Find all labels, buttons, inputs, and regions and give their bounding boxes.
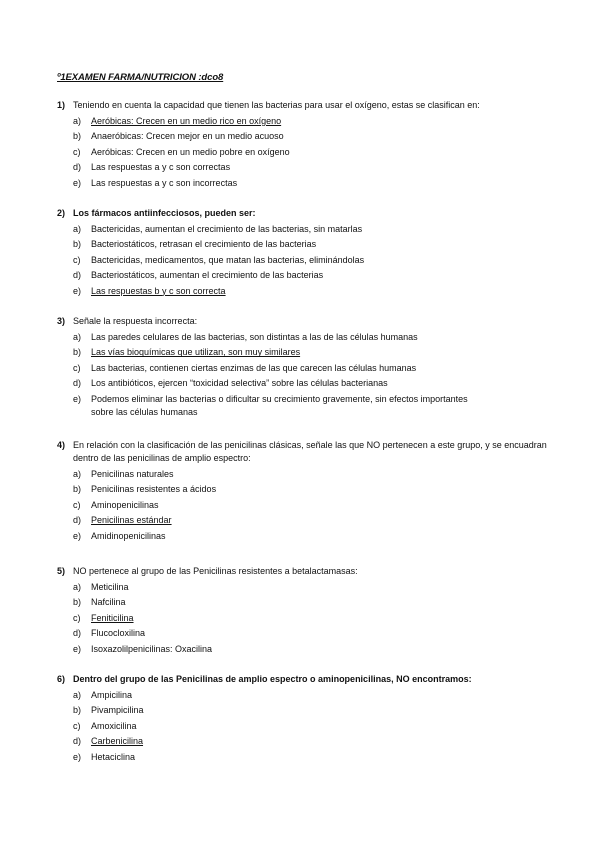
option-c: c) Aminopenicilinas <box>73 499 557 512</box>
option-text: Amidinopenicilinas <box>91 530 166 541</box>
question-5 <box>57 565 557 658</box>
question-1 <box>57 99 557 192</box>
option-b: b) Anaeróbicas: Crecen mejor en un medio acuoso <box>73 130 557 143</box>
option-e: e) Podemos eliminar las bacterias o dificultar su crecimiento gravemente, sin efectos importantes sobre las células humanas <box>73 393 473 419</box>
option-a: a) Ampicilina <box>73 689 557 702</box>
option-a: a) Aeróbicas: Crecen en un medio rico en oxígeno <box>73 115 557 128</box>
question-4 <box>57 439 557 545</box>
option-text: Carbenicilina <box>91 736 144 747</box>
option-text: Los antibióticos, ejercen “toxicidad selectiva” sobre las células bacterianas <box>91 378 388 389</box>
question-2 <box>57 207 557 300</box>
option-text: Bacteriostáticos, aumentan el crecimiento de las bacterias <box>91 270 324 281</box>
option-text: Isoxazolilpenicilinas: Oxacilina <box>91 643 213 654</box>
option-b: b) Bacteriostáticos, retrasan el crecimiento de las bacterias <box>73 238 557 251</box>
question-text: Teniendo en cuenta la capacidad que tienen las bacterias para usar el oxígeno, estas se clasifican en: <box>73 100 480 110</box>
option-text: Meticilina <box>91 582 129 592</box>
option-text: Hetaciclina <box>91 751 136 762</box>
question-text: Los fármacos antiinfecciosos, pueden ser: <box>73 208 256 218</box>
option-text: Bacteriostáticos, retrasan el crecimiento de las bacterias <box>91 239 317 250</box>
option-a: a) Meticilina <box>73 581 557 594</box>
option-c: c) Aeróbicas: Crecen en un medio pobre en oxígeno <box>73 146 557 159</box>
question-number: 2) <box>57 208 66 218</box>
option-d: d) Bacteriostáticos, aumentan el crecimiento de las bacterias <box>73 269 557 282</box>
option-a: a) Bactericidas, aumentan el crecimiento de las bacterias, sin matarlas <box>73 223 557 236</box>
option-e: e) Las respuestas a y c son incorrectas <box>73 177 557 190</box>
option-d: d) Penicilinas estándar <box>73 514 557 527</box>
question-text: Señale la respuesta incorrecta: <box>73 316 198 326</box>
question-number: 6) <box>57 674 66 684</box>
option-d: d) Los antibióticos, ejercen “toxicidad selectiva” sobre las células bacterianas <box>73 377 557 390</box>
question-6 <box>57 673 557 766</box>
option-e: e) Hetaciclina <box>73 751 557 764</box>
option-text: Flucocloxilina <box>91 628 146 639</box>
option-b: b) Las vías bioquímicas que utilizan, son muy similares <box>73 346 557 359</box>
option-text: Nafcilina <box>91 597 126 608</box>
option-d: d) Las respuestas a y c son correctas <box>73 161 557 174</box>
question-number: 1) <box>57 100 66 110</box>
option-c: c) Feniticilina <box>73 612 557 625</box>
option-d: d) Flucocloxilina <box>73 627 557 640</box>
option-e: e) Las respuestas b y c son correcta <box>73 285 557 298</box>
option-text: Aminopenicilinas <box>91 499 159 510</box>
question-text: Dentro del grupo de las Penicilinas de amplio espectro o aminopenicilinas, NO encontramos: <box>73 674 472 684</box>
option-text: Las paredes celulares de las bacterias, son distintas a las de las células humanas <box>91 332 418 342</box>
option-text: Penicilinas estándar <box>91 515 172 526</box>
option-text: Feniticilina <box>91 612 134 623</box>
option-text: Podemos eliminar las bacterias o dificultar su crecimiento gravemente, sin efectos importantes sobre las células humanas <box>91 393 468 417</box>
option-text: Las respuestas a y c son incorrectas <box>91 177 238 188</box>
option-a: a) Las paredes celulares de las bacterias, son distintas a las de las células humanas <box>73 331 557 344</box>
option-b: b) Penicilinas resistentes a ácidos <box>73 483 557 496</box>
option-b: b) Nafcilina <box>73 596 557 609</box>
option-text: Amoxicilina <box>91 720 137 731</box>
question-text: En relación con la clasificación de las penicilinas clásicas, señale las que NO pertenecen a este grupo, y se encuadran dentro de las penicilinas de amplio espectro: <box>73 440 547 463</box>
option-text: Pivampicilina <box>91 705 144 716</box>
option-text: Bactericidas, aumentan el crecimiento de las bacterias, sin matarlas <box>91 224 363 234</box>
option-text: Aeróbicas: Crecen en un medio rico en oxígeno <box>91 116 282 126</box>
question-number: 5) <box>57 566 66 576</box>
option-text: Anaeróbicas: Crecen mejor en un medio acuoso <box>91 131 284 142</box>
option-text: Aeróbicas: Crecen en un medio pobre en oxígeno <box>91 146 290 157</box>
option-text: Bactericidas, medicamentos, que matan las bacterias, eliminándolas <box>91 254 365 265</box>
question-3 <box>57 315 557 421</box>
option-text: Penicilinas naturales <box>91 469 174 479</box>
question-text: NO pertenece al grupo de las Penicilinas resistentes a betalactamasas: <box>73 566 358 576</box>
option-c: c) Amoxicilina <box>73 720 557 733</box>
option-text: Las respuestas a y c son correctas <box>91 162 231 173</box>
option-b: b) Pivampicilina <box>73 704 557 717</box>
option-d: d) Carbenicilina <box>73 735 557 748</box>
question-number: 3) <box>57 316 66 326</box>
option-c: c) Bactericidas, medicamentos, que matan las bacterias, eliminándolas <box>73 254 557 267</box>
option-e: e) Amidinopenicilinas <box>73 530 557 543</box>
option-text: Las respuestas b y c son correcta <box>91 285 226 296</box>
option-text: Penicilinas resistentes a ácidos <box>91 484 217 495</box>
option-a: a) Penicilinas naturales <box>73 468 557 481</box>
option-c: c) Las bacterias, contienen ciertas enzimas de las que carecen las células humanas <box>73 362 557 375</box>
option-text: Las bacterias, contienen ciertas enzimas de las que carecen las células humanas <box>91 362 417 373</box>
question-number: 4) <box>57 440 66 450</box>
option-text: Ampicilina <box>91 690 133 700</box>
exam-title: º1EXAMEN FARMA/NUTRICION :dco8 <box>57 72 224 83</box>
option-text: Las vías bioquímicas que utilizan, son muy similares <box>91 347 301 358</box>
option-e: e) Isoxazolilpenicilinas: Oxacilina <box>73 643 557 656</box>
